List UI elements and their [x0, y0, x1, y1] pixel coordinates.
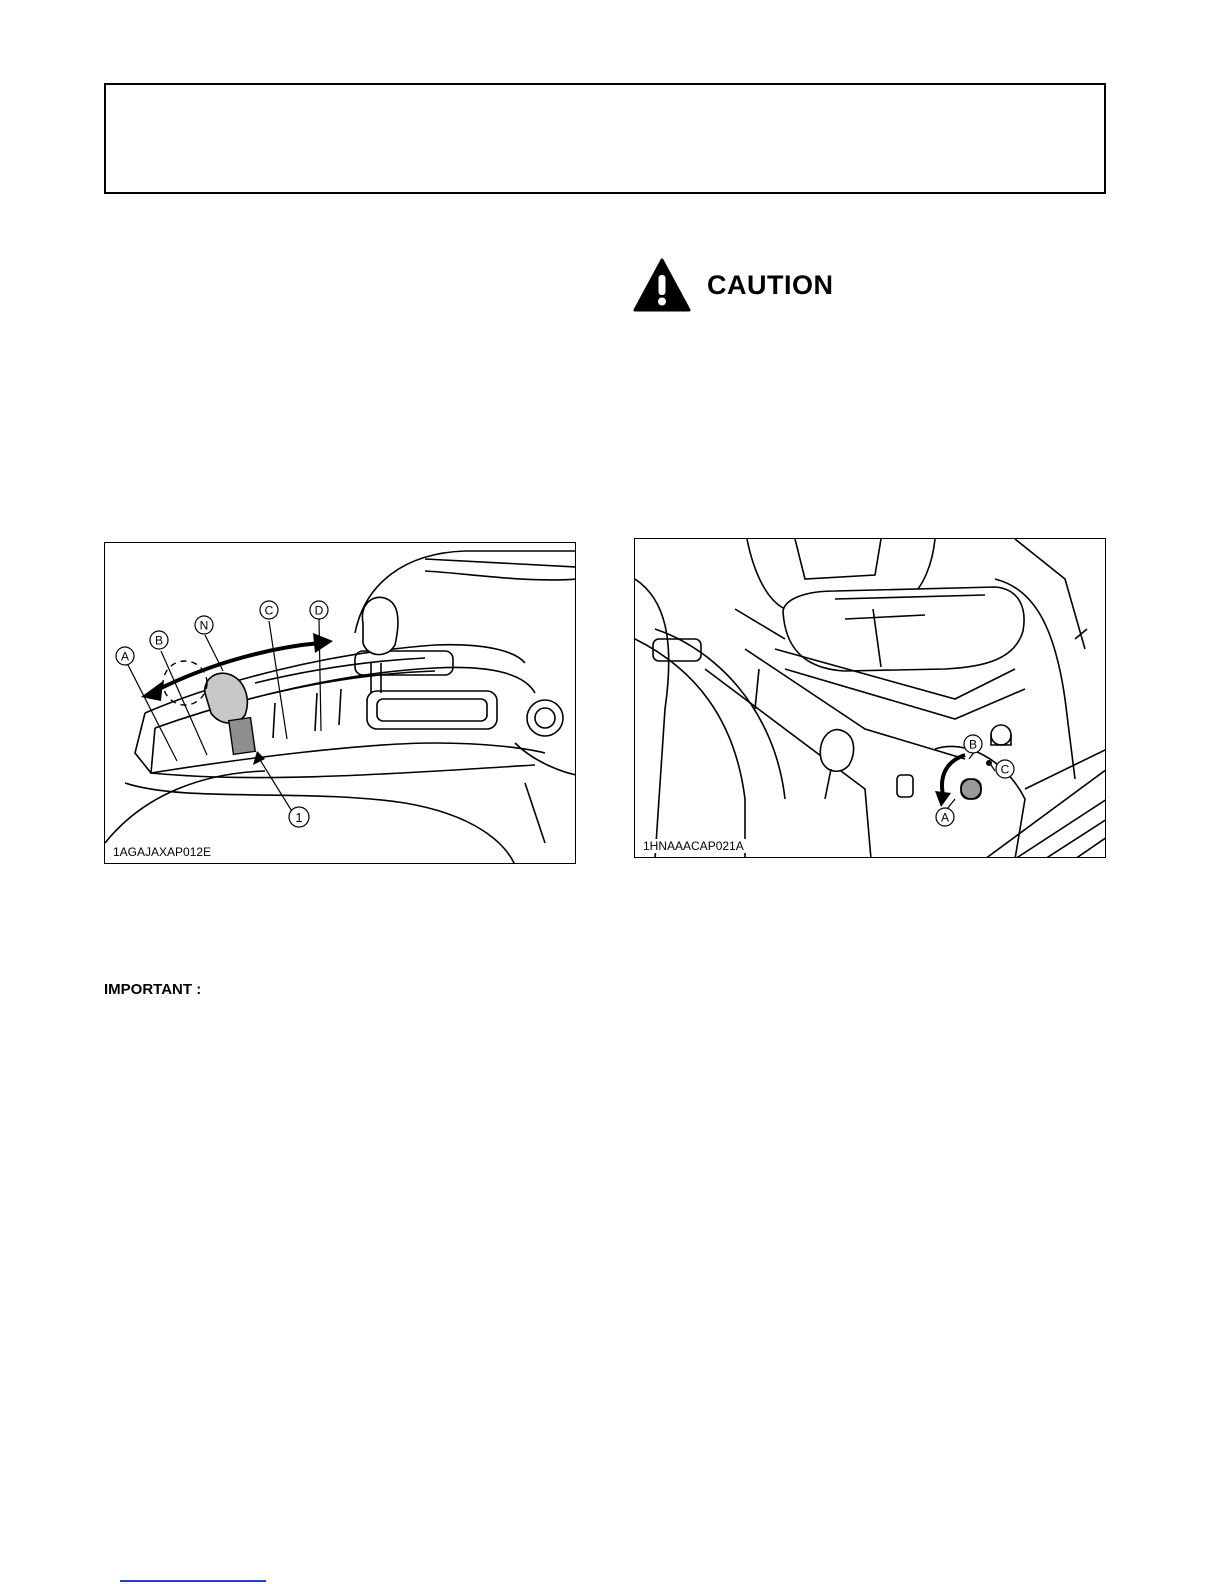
- footer-link-underline[interactable]: [120, 1580, 266, 1582]
- figure-range-shift-lever: [104, 542, 576, 864]
- callout-1: 1: [295, 810, 303, 825]
- callout-c: C: [1000, 762, 1010, 777]
- lever-illustration: [105, 543, 576, 864]
- figure-seat-knob: [634, 538, 1106, 858]
- callout-d: D: [314, 603, 324, 618]
- callout-c: C: [264, 603, 274, 618]
- callout-n: N: [199, 618, 209, 633]
- caution-label: CAUTION: [707, 269, 834, 300]
- callout-b: B: [968, 737, 978, 752]
- seat-illustration: [635, 539, 1106, 858]
- warning-triangle-icon: [633, 258, 691, 312]
- header-box: [104, 83, 1106, 194]
- figure-code: 1HNAAACAP021A: [643, 839, 744, 853]
- important-label: IMPORTANT :: [104, 981, 202, 998]
- callout-a: A: [940, 810, 950, 825]
- figure-code: 1AGAJAXAP012E: [113, 845, 212, 859]
- callout-b: B: [154, 633, 164, 648]
- callout-a: A: [120, 649, 130, 664]
- caution-heading: [633, 257, 834, 313]
